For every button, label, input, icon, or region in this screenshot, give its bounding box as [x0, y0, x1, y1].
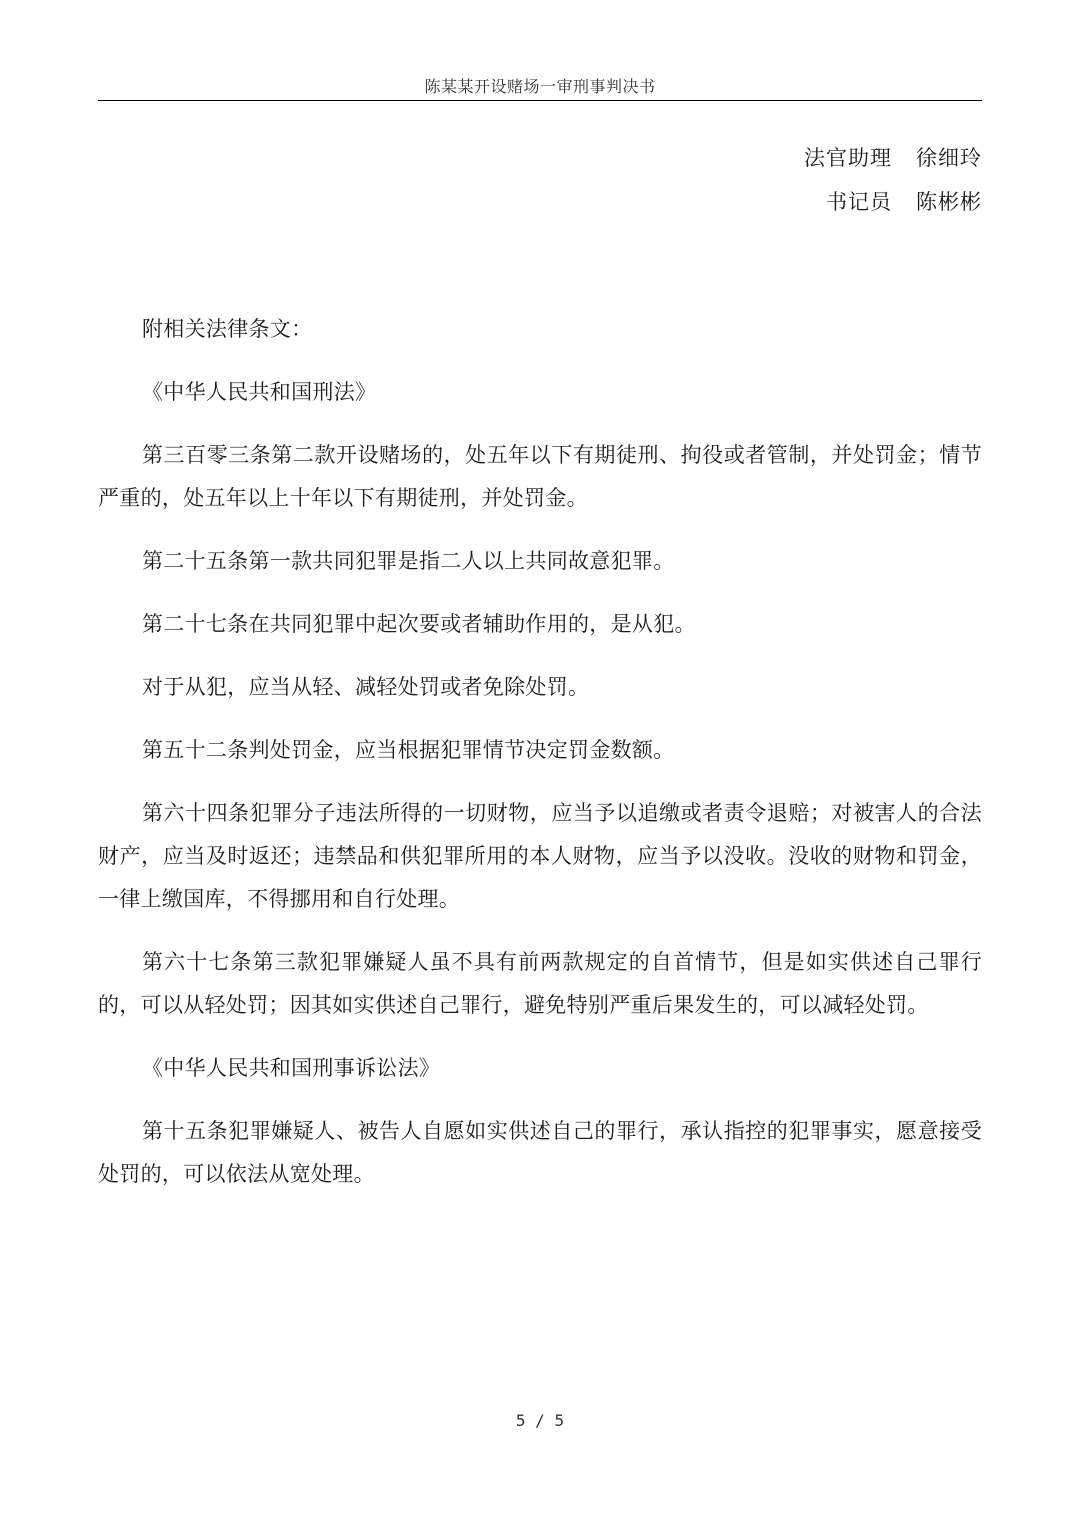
header-rule	[98, 100, 982, 101]
appendix-body	[98, 308, 982, 1216]
signature-line-clerk	[582, 184, 982, 228]
signature-name: 徐细玲	[916, 146, 982, 170]
running-header-title: 陈某某开设赌场一审刑事判决书	[424, 77, 656, 96]
page-number: 5 / 5	[515, 1411, 565, 1430]
law-article: 第二十五条第一款共同犯罪是指二人以上共同故意犯罪。	[142, 549, 675, 573]
signature-line-judge-assistant	[582, 140, 982, 184]
signature-name: 陈彬彬	[916, 190, 982, 214]
signature-role: 书记员	[826, 190, 892, 214]
law-article: 第三百零三条第二款开设赌场的，处五年以下有期徒刑、拘役或者管制，并处罚金；情节严重的，处五年以上十年以下有期徒刑，并处罚金。	[98, 443, 982, 510]
signature-block	[582, 140, 982, 228]
law-title: 《中华人民共和国刑法》	[142, 380, 377, 404]
law-article: 对于从犯，应当从轻、减轻处罚或者免除处罚。	[142, 675, 590, 699]
appendix-heading: 附相关法律条文：	[142, 317, 313, 341]
law-article: 第六十四条犯罪分子违法所得的一切财物，应当予以追缴或者责令退赔；对被害人的合法财产，应当及时返还；违禁品和供犯罪所用的本人财物，应当予以没收。没收的财物和罚金，一律上缴国库，不得挪用和自行处理。	[98, 801, 982, 911]
law-article: 第十五条犯罪嫌疑人、被告人自愿如实供述自己的罪行，承认指控的犯罪事实，愿意接受处罚的，可以依法从宽处理。	[98, 1119, 982, 1186]
law-article: 第六十七条第三款犯罪嫌疑人虽不具有前两款规定的自首情节，但是如实供述自己罪行的，可以从轻处罚；因其如实供述自己罪行，避免特别严重后果发生的，可以减轻处罚。	[98, 950, 982, 1017]
signature-role: 法官助理	[804, 146, 892, 170]
law-article: 第五十二条判处罚金，应当根据犯罪情节决定罚金数额。	[142, 738, 675, 762]
law-article: 第二十七条在共同犯罪中起次要或者辅助作用的，是从犯。	[142, 612, 696, 636]
law-title: 《中华人民共和国刑事诉讼法》	[142, 1056, 441, 1080]
